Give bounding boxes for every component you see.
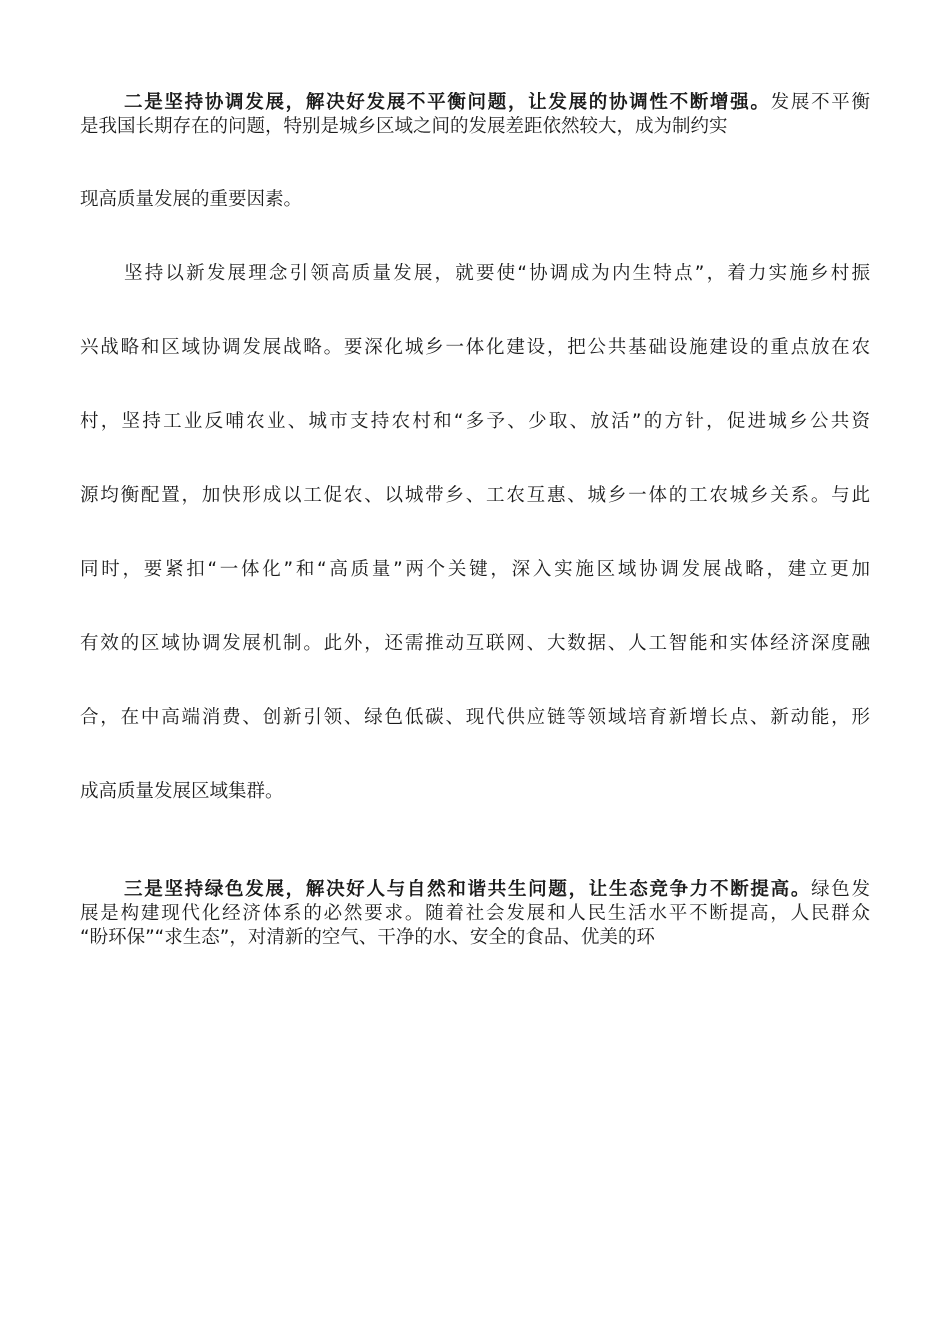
paragraph-line: 坚持以新发展理念引领高质量发展，就要使“协调成为内生特点”，着力实施乡村振 bbox=[124, 263, 870, 284]
paragraph-line: 兴战略和区域协调发展战略。要深化城乡一体化建设，把公共基础设施建设的重点放在农 bbox=[80, 337, 870, 358]
paragraph-line: 源均衡配置，加快形成以工促农、以城带乡、工农互惠、城乡一体的工农城乡关系。与此 bbox=[80, 485, 870, 506]
paragraph-line: 现高质量发展的重要因素。 bbox=[80, 189, 303, 210]
paragraph-line: 是我国长期存在的问题，特别是城乡区域之间的发展差距依然较大，成为制约实 bbox=[80, 116, 728, 137]
section-heading: 三是坚持绿色发展，解决好人与自然和谐共生问题，让生态竞争力不断提高。 bbox=[124, 879, 812, 900]
paragraph-line bbox=[124, 92, 870, 114]
paragraph-line: 成高质量发展区域集群。 bbox=[80, 781, 284, 802]
paragraph-line: 合，在中高端消费、创新引领、绿色低碳、现代供应链等领域培育新增长点、新动能，形 bbox=[80, 707, 870, 728]
heading-lead-text: 发展不平衡 bbox=[770, 92, 870, 113]
section-heading: 二是坚持协调发展，解决好发展不平衡问题，让发展的协调性不断增强。 bbox=[124, 92, 771, 113]
paragraph-line: 村，坚持工业反哺农业、城市支持农村和“多予、少取、放活”的方针，促进城乡公共资 bbox=[80, 411, 870, 432]
paragraph-line: 同时，要紧扣“一体化”和“高质量”两个关键，深入实施区域协调发展战略，建立更加 bbox=[80, 559, 870, 580]
heading-lead-text: 绿色发 bbox=[811, 879, 870, 900]
paragraph-line: “盼环保”“求生态”，对清新的空气、干净的水、安全的食品、优美的环 bbox=[80, 927, 655, 948]
paragraph-line bbox=[124, 879, 870, 901]
paragraph-line: 展是构建现代化经济体系的必然要求。随着社会发展和人民生活水平不断提高，人民群众 bbox=[80, 903, 870, 924]
paragraph-line: 有效的区域协调发展机制。此外，还需推动互联网、大数据、人工智能和实体经济深度融 bbox=[80, 633, 870, 654]
